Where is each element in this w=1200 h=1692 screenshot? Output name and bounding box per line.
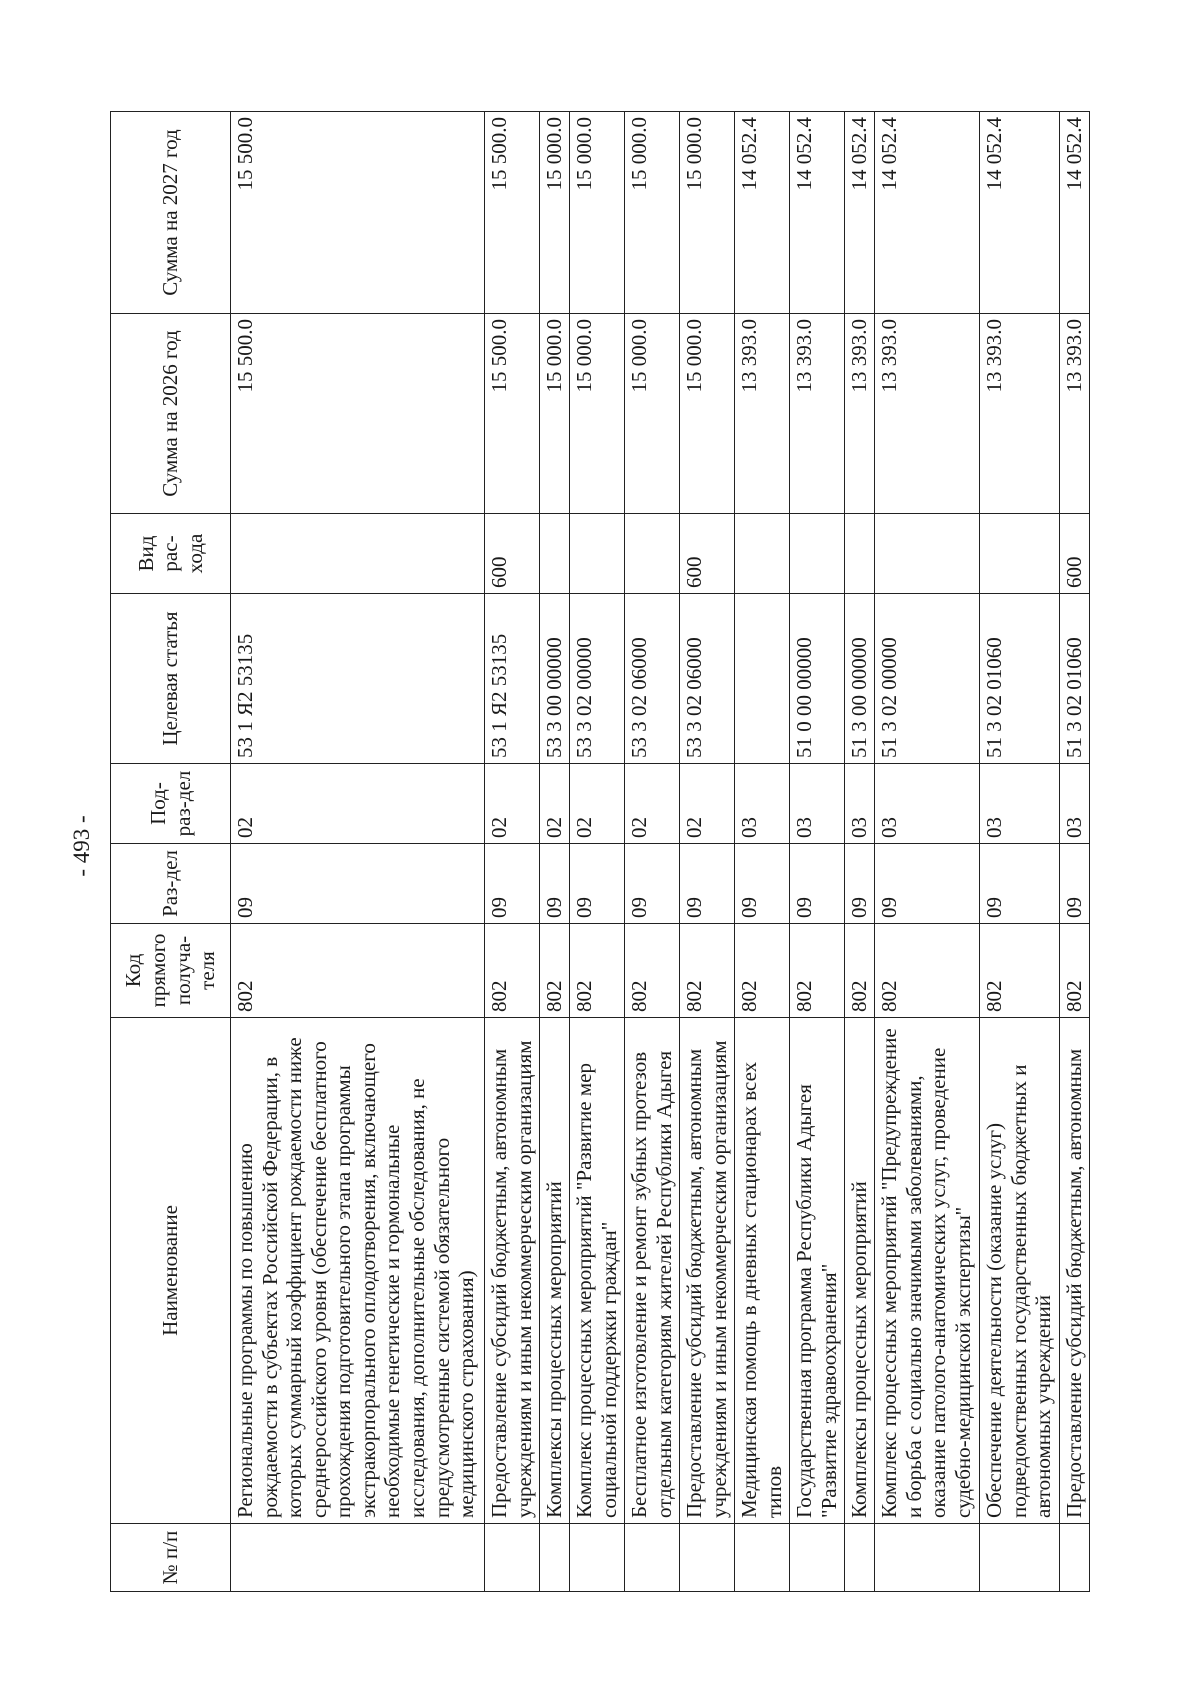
cell-target: 53 1 Я2 53135: [231, 594, 485, 764]
cell-num: [845, 1524, 875, 1592]
header-code: Код прямого получа-теля: [111, 924, 231, 1018]
cell-num: [680, 1524, 735, 1592]
cell-num: [570, 1524, 625, 1592]
cell-vid: [980, 514, 1060, 594]
cell-sum-2027: 14 052.4: [790, 112, 845, 314]
cell-target: 51 3 02 00000: [875, 594, 980, 764]
table-row: [875, 112, 980, 1592]
cell-podrazdel: 03: [980, 764, 1060, 844]
cell-sum-2027: 14 052.4: [980, 112, 1060, 314]
cell-code: 802: [231, 924, 485, 1018]
cell-num: [790, 1524, 845, 1592]
cell-razdel: 09: [485, 844, 540, 924]
cell-sum-2027: 15 000.0: [570, 112, 625, 314]
cell-name: Предоставление субсидий бюджетным, автономным учреждениям и иным некоммерческим организациям: [680, 1018, 735, 1524]
rotated-table-container: [110, 112, 1090, 1592]
cell-target: 53 3 02 06000: [625, 594, 680, 764]
cell-name: Государственная программа Республики Адыгея "Развитие здравоохранения": [790, 1018, 845, 1524]
cell-code: 802: [680, 924, 735, 1018]
cell-razdel: 09: [845, 844, 875, 924]
cell-num: [875, 1524, 980, 1592]
cell-name: Предоставление субсидий бюджетным, автономным учреждениям и иным некоммерческим организациям: [485, 1018, 540, 1524]
cell-razdel: 09: [231, 844, 485, 924]
cell-vid: 600: [485, 514, 540, 594]
cell-sum-2027: 15 500.0: [485, 112, 540, 314]
cell-name: Комплекс процессных мероприятий "Развитие мер социальной поддержки граждан": [570, 1018, 625, 1524]
cell-target: 53 3 02 06000: [680, 594, 735, 764]
cell-razdel: 09: [680, 844, 735, 924]
cell-code: 802: [980, 924, 1060, 1018]
cell-sum-2026: 15 000.0: [570, 314, 625, 514]
header-sum-2027: Сумма на 2027 год: [111, 112, 231, 314]
cell-target: 51 3 00 00000: [845, 594, 875, 764]
cell-target: 51 3 02 01060: [1059, 594, 1089, 764]
cell-sum-2026: 15 000.0: [625, 314, 680, 514]
cell-name: Комплексы процессных мероприятий: [540, 1018, 570, 1524]
cell-num: [231, 1524, 485, 1592]
table-row: [570, 112, 625, 1592]
table-row: [980, 112, 1060, 1592]
cell-podrazdel: 03: [790, 764, 845, 844]
cell-code: 802: [485, 924, 540, 1018]
cell-sum-2027: 15 500.0: [231, 112, 485, 314]
cell-vid: [231, 514, 485, 594]
cell-sum-2027: 14 052.4: [875, 112, 980, 314]
cell-target: 53 3 02 00000: [570, 594, 625, 764]
cell-name: Предоставление субсидий бюджетным, автономным: [1059, 1018, 1089, 1524]
header-podrazdel: Под-раз-дел: [111, 764, 231, 844]
header-vid: Вид рас-хода: [111, 514, 231, 594]
table-row: [625, 112, 680, 1592]
cell-sum-2026: 13 393.0: [735, 314, 790, 514]
cell-sum-2027: 14 052.4: [845, 112, 875, 314]
cell-vid: [540, 514, 570, 594]
table-row: [540, 112, 570, 1592]
cell-sum-2027: 14 052.4: [735, 112, 790, 314]
cell-razdel: 09: [625, 844, 680, 924]
table-row: [1059, 112, 1089, 1592]
cell-sum-2027: 15 000.0: [540, 112, 570, 314]
cell-razdel: 09: [1059, 844, 1089, 924]
header-name: Наименование: [111, 1018, 231, 1524]
cell-razdel: 09: [980, 844, 1060, 924]
cell-name: Комплексы процессных мероприятий: [845, 1018, 875, 1524]
cell-target: [735, 594, 790, 764]
cell-vid: [570, 514, 625, 594]
cell-podrazdel: 03: [875, 764, 980, 844]
cell-razdel: 09: [540, 844, 570, 924]
cell-sum-2026: 15 500.0: [485, 314, 540, 514]
cell-podrazdel: 03: [735, 764, 790, 844]
cell-vid: [845, 514, 875, 594]
cell-podrazdel: 02: [570, 764, 625, 844]
cell-code: 802: [625, 924, 680, 1018]
cell-num: [485, 1524, 540, 1592]
cell-target: 51 3 02 01060: [980, 594, 1060, 764]
table-row: [845, 112, 875, 1592]
cell-sum-2027: 15 000.0: [625, 112, 680, 314]
cell-vid: 600: [1059, 514, 1089, 594]
cell-num: [1059, 1524, 1089, 1592]
cell-sum-2026: 13 393.0: [790, 314, 845, 514]
page-number: - 493 -: [69, 815, 94, 877]
budget-table: [110, 111, 1090, 1592]
cell-name: Комплекс процессных мероприятий "Предупреждение и борьба с социально значимыми заболеваниями, оказание патолого-анатомических услуг, проведение судебно-медицинской экспертизы": [875, 1018, 980, 1524]
cell-vid: [875, 514, 980, 594]
header-razdel: Раз-дел: [111, 844, 231, 924]
cell-sum-2027: 15 000.0: [680, 112, 735, 314]
cell-code: 802: [845, 924, 875, 1018]
cell-vid: [790, 514, 845, 594]
cell-name: Региональные программы по повышению рождаемости в субъектах Российской Федерации, в которых суммарный коэффициент рождаемости ниже среднероссийского уровня (обеспечение бесплатного прохождения подготовительного этапа программы экстракорпорального оплодотворения, включающего необходимые генетические и гормональные исследования, дополнительные обследования, не предусмотренные системой обязательного медицинского страхования): [231, 1018, 485, 1524]
cell-vid: 600: [680, 514, 735, 594]
cell-sum-2026: 13 393.0: [980, 314, 1060, 514]
cell-sum-2026: 13 393.0: [875, 314, 980, 514]
header-num: № п/п: [111, 1524, 231, 1592]
cell-num: [735, 1524, 790, 1592]
cell-sum-2026: 13 393.0: [845, 314, 875, 514]
cell-code: 802: [540, 924, 570, 1018]
cell-vid: [735, 514, 790, 594]
cell-podrazdel: 02: [231, 764, 485, 844]
table-row: [790, 112, 845, 1592]
table-header-row: [111, 112, 231, 1592]
cell-sum-2026: 13 393.0: [1059, 314, 1089, 514]
cell-razdel: 09: [570, 844, 625, 924]
cell-sum-2026: 15 000.0: [540, 314, 570, 514]
cell-code: 802: [1059, 924, 1089, 1018]
header-target: Целевая статья: [111, 594, 231, 764]
table-row: [735, 112, 790, 1592]
cell-podrazdel: 03: [1059, 764, 1089, 844]
table-row: [680, 112, 735, 1592]
header-sum-2026: Сумма на 2026 год: [111, 314, 231, 514]
cell-name: Обеспечение деятельности (оказание услуг) подведомственных государственных бюджетных и автономных учреждений: [980, 1018, 1060, 1524]
cell-podrazdel: 02: [680, 764, 735, 844]
cell-name: Медицинская помощь в дневных стационарах всех типов: [735, 1018, 790, 1524]
cell-podrazdel: 03: [845, 764, 875, 844]
cell-code: 802: [735, 924, 790, 1018]
cell-code: 802: [790, 924, 845, 1018]
cell-sum-2026: 15 000.0: [680, 314, 735, 514]
cell-num: [540, 1524, 570, 1592]
cell-num: [625, 1524, 680, 1592]
cell-code: 802: [875, 924, 980, 1018]
cell-vid: [625, 514, 680, 594]
cell-name: Бесплатное изготовление и ремонт зубных протезов отдельным категориям жителей Республики Адыгея: [625, 1018, 680, 1524]
cell-target: 51 0 00 00000: [790, 594, 845, 764]
cell-num: [980, 1524, 1060, 1592]
cell-sum-2027: 14 052.4: [1059, 112, 1089, 314]
cell-razdel: 09: [875, 844, 980, 924]
table-body: [231, 112, 1090, 1592]
table-row: [485, 112, 540, 1592]
cell-code: 802: [570, 924, 625, 1018]
cell-target: 53 1 Я2 53135: [485, 594, 540, 764]
cell-razdel: 09: [790, 844, 845, 924]
cell-podrazdel: 02: [540, 764, 570, 844]
cell-razdel: 09: [735, 844, 790, 924]
cell-podrazdel: 02: [625, 764, 680, 844]
cell-sum-2026: 15 500.0: [231, 314, 485, 514]
cell-podrazdel: 02: [485, 764, 540, 844]
cell-target: 53 3 00 00000: [540, 594, 570, 764]
table-row: [231, 112, 485, 1592]
